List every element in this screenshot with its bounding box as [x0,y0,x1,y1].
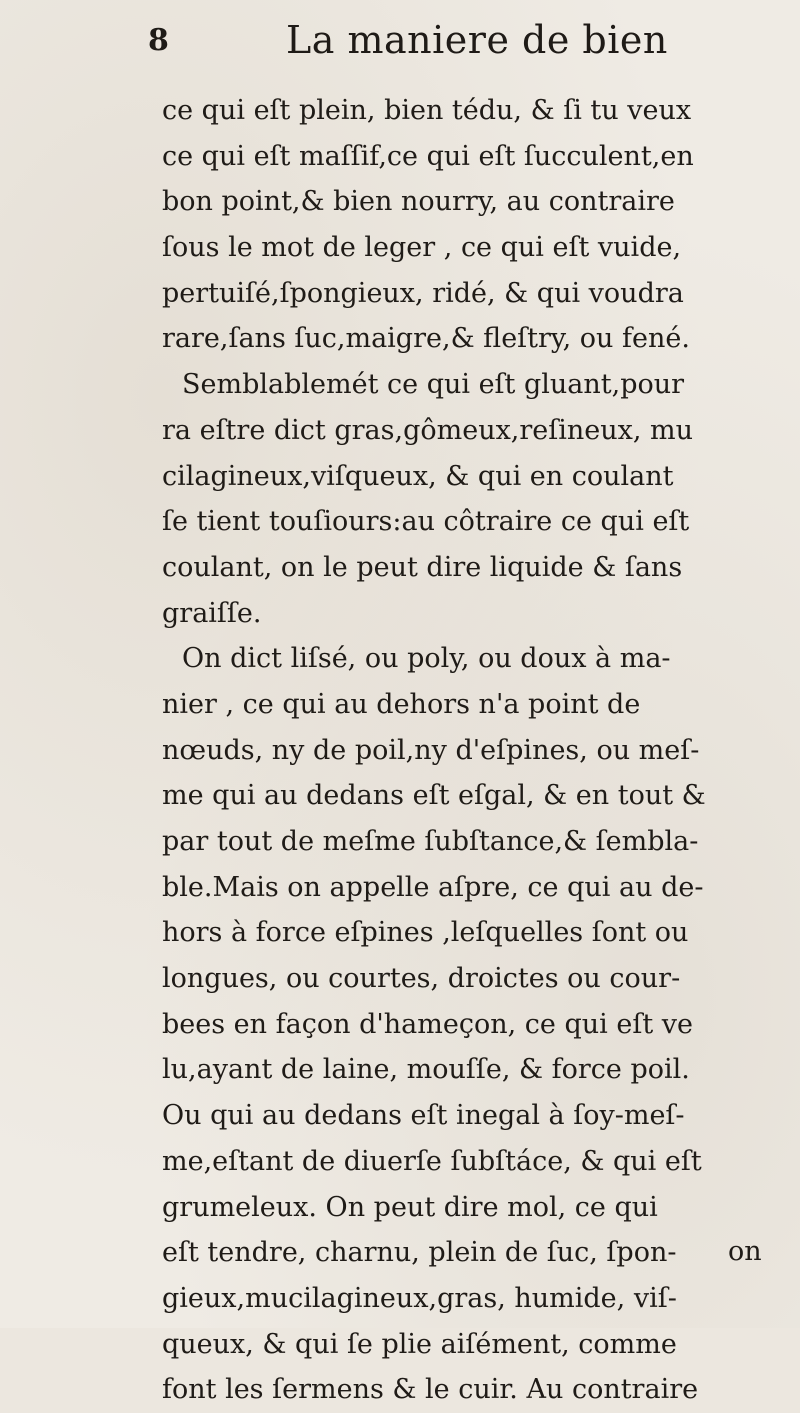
text-line: par tout de meſme ſubſtance,& ſembla- [162,826,699,857]
text-line: ſous le mot de leger , ce qui eſt vuide, [162,232,682,264]
text-line: me,eſtant de diuerſe ſubſtáce, & qui eſt [162,1145,702,1177]
text-line: bon point,& bien nourry, au contraire [162,186,675,218]
text-line: lu,ayant de laine, mouſſe, & force poil. [162,1054,690,1086]
text-line: ble.Mais on appelle aſpre, ce qui au de- [162,871,704,903]
text-line: Semblablemét ce qui eſt gluant,pour [182,369,685,401]
text-line: ce qui eſt plein, bien tédu, & ſi tu veux [162,95,692,126]
text-line: bees en façon d'hameçon, ce qui eſt ve [162,1008,693,1040]
text-line: ra eſtre dict gras,gômeux,reſineux, mu [162,414,694,446]
text-line: hors à force eſpines ,leſquelles ſont ou [162,917,689,949]
page-number: 8 [148,23,169,58]
text-line: gieux,mucilagineux,gras, humide, viſ- [162,1282,677,1314]
text-line: nier , ce qui au dehors n'a point de [162,688,641,720]
running-head: La maniere de bien [286,18,668,62]
text-line: eſt tendre, charnu, plein de ſuc, ſpon- [162,1237,677,1269]
text-line: font les ſermens & le cuir. Au contraire [162,1374,699,1406]
text-line: grumeleux. On peut dire mol, ce qui [162,1191,658,1223]
text-line: longues, ou courtes, droictes ou cour- [162,963,681,995]
text-line: nœuds, ny de poil,ny d'eſpines, ou meſ- [162,734,700,766]
text-line: rare,ſans ſuc,maigre,& fleſtry, ou fené. [162,323,690,355]
text-line: queux, & qui ſe plie aiſément, comme [162,1328,677,1360]
text-line: Ou qui au dedans eſt inegal à ſoy-meſ- [162,1100,685,1132]
text-line: cilagineux,viſqueux, & qui en coulant [162,460,674,492]
text-line: coulant, on le peut dire liquide & ſans [162,551,683,583]
text-line: pertuiſé,ſpongieux, ridé, & qui voudra [162,277,684,309]
catchword: on [728,1236,762,1267]
page-header [148,12,766,68]
text-line: ſe tient touſiours:au côtraire ce qui eſt [162,506,690,538]
text-line: graiſſe. [162,597,262,629]
text-line: On dict liſsé, ou poly, ou doux à ma- [182,643,671,675]
body-text [162,88,766,1413]
text-line: ce qui eſt maſſif,ce qui eſt ſucculent,en [162,140,694,172]
text-line: me qui au dedans eſt eſgal, & en tout & [162,780,706,812]
